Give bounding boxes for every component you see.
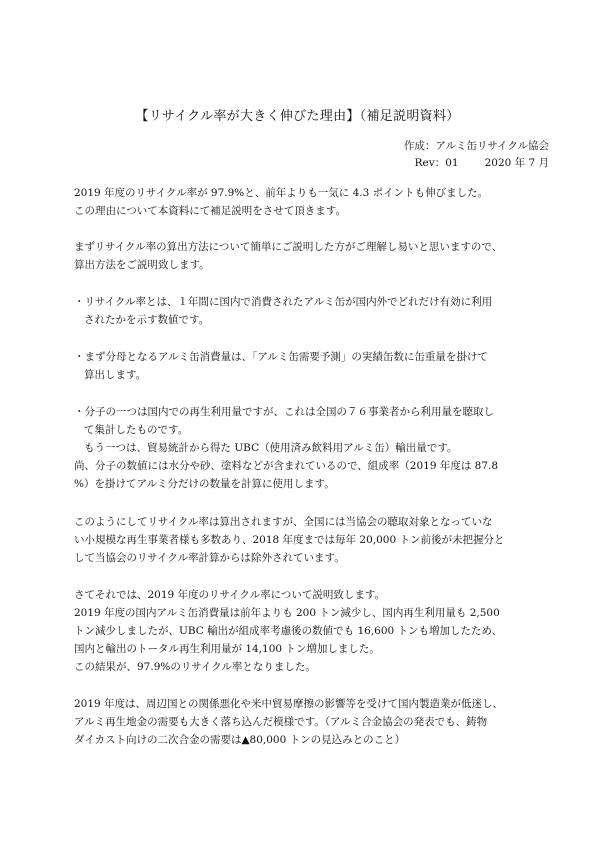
bullet-line: て集計したものです。 (84, 424, 189, 436)
paragraph-line: い小規模な再生事業者様も多数あり、2018 年度までは毎年 20,000 トン前後が未把握分と (74, 534, 505, 546)
bullet-line: ・まず分母となるアルミ缶消費量は、「アルミ缶需要予測」の実績缶数に缶重量を掛けて (74, 351, 488, 363)
document-author: 作成：アルミ缶リサイクル協会 (403, 140, 549, 152)
paragraph-line: して当協会のリサイクル率計算からは除外されています。 (74, 552, 345, 564)
bullet-line: 算出します。 (84, 369, 147, 381)
bullet-line: もう一つは、貿易統計から得た UBC（使用済み飲料用アルミ缶）輸出量です。 (84, 442, 458, 454)
paragraph-line: %）を掛けてアルミ分だけの数量を計算に使用します。 (74, 478, 335, 490)
bullet-line: されたかを示す数値です。 (84, 314, 210, 326)
paragraph-line: まずリサイクル率の算出方法について簡単にご説明した方がご理解し易いと思いますので、 (74, 241, 503, 253)
paragraph-line: 算出方法をご説明致します。 (74, 259, 210, 271)
paragraph-line: この理由について本資料にて補足説明をさせて頂きます。 (74, 205, 346, 217)
paragraph-line: さてそれでは、2019 年度のリサイクル率について説明致します。 (74, 589, 386, 601)
paragraph-line: 2019 年度の国内アルミ缶消費量は前年よりも 200 トン減少し、国内再生利用量も 2,500 (74, 607, 500, 619)
paragraph-line: 2019 年度は、周辺国との関係悪化や米中貿易摩擦の影響等を受けて国内製造業が低迷し、 (74, 698, 504, 710)
paragraph-line: ダイカスト向けの二次合金の需要は▲80,000 トンの見込みとのこと） (74, 734, 406, 746)
revision-line (415, 155, 549, 170)
document-date: 2020 年 7 月 (484, 157, 549, 169)
paragraph-line: 国内と輸出のトータル再生利用量が 14,100 トン増加しました。 (74, 643, 380, 655)
document-title: 【リサイクル率が大きく伸びた理由】（補足説明資料） (135, 109, 460, 124)
bullet-line: ・分子の一つは国内での再生利用量ですが、これは全国の７６事業者から利用量を聴取し (74, 406, 494, 418)
paragraph-line: トン減少しましたが、UBC 輸出が組成率考慮後の数値でも 16,600 トンも増加したため、 (74, 625, 503, 637)
paragraph-line: このようにしてリサイクル率は算出されますが、全国には当協会の聴取対象となっていな (74, 516, 493, 528)
revision-number: Rev：01 (414, 157, 459, 169)
paragraph-line: この結果が、97.9%のリサイクル率となりました。 (74, 661, 316, 673)
bullet-line: ・リサイクル率とは、１年間に国内で消費されたアルミ缶が国内外でどれだけ有効に利用 (74, 296, 493, 308)
paragraph-line: アルミ再生地金の需要も大きく落ち込んだ模様です。（アルミ合金協会の発表でも、鋳物 (74, 716, 488, 728)
paragraph-line: 尚、分子の数値には水分や砂、塗料などが含まれているので、組成率（2019 年度は 87.8 (74, 460, 499, 472)
paragraph-line: 2019 年度のリサイクル率が 97.9%と、前年よりも一気に 4.3 ポイントも伸びました。 (74, 187, 489, 199)
